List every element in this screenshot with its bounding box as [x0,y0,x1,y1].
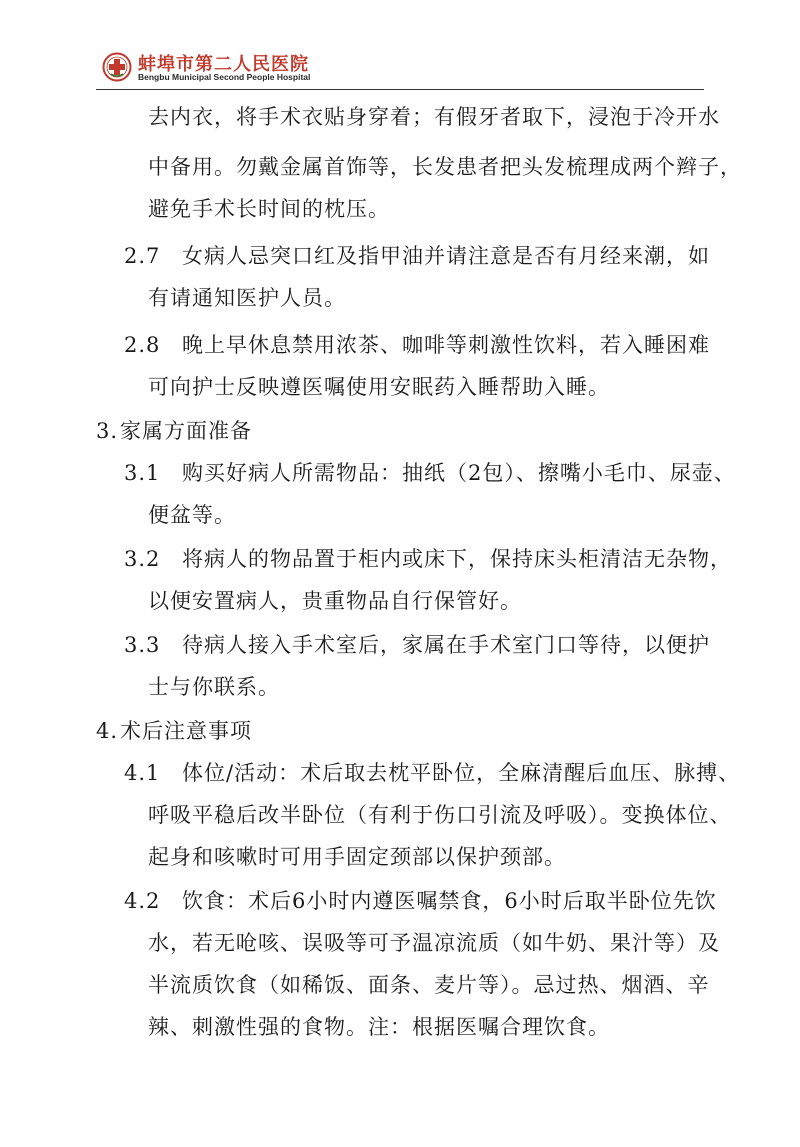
text-line [148,845,566,869]
text-line [148,105,720,129]
text-line [148,286,346,310]
line-text: 可向护士反映遵医嘱使用安眠药入睡帮助入睡。 [148,375,610,399]
text-line [148,973,710,997]
numbered-line [124,889,717,913]
line-text: 有请通知医护人员。 [148,286,346,310]
line-text: 将病人的物品置于柜内或床下，保持床头柜清洁无杂物， [182,547,732,571]
item-number: 3. [96,419,119,443]
item-number: 3.3 [124,633,161,657]
line-text: 饮食：术后6小时内遵医嘱禁食，6小时后取半卧位先饮 [182,889,717,913]
item-number: 2.8 [124,333,161,357]
item-number: 4.2 [124,889,161,913]
line-text: 术后注意事项 [120,719,252,743]
numbered-line [124,761,740,785]
line-text: 待病人接入手术室后，家属在手术室门口等待，以便护 [182,633,710,657]
hospital-name-cn: 蚌埠市第二人民医院 [138,54,309,75]
hospital-cross-logo-icon [102,52,132,82]
numbered-line [124,244,710,268]
hospital-name-en: Bengbu Municipal Second People Hospital [138,72,311,82]
line-text: 以便安置病人，贵重物品自行保管好。 [148,589,522,613]
line-text: 中备用。勿戴金属首饰等，长发患者把头发梳理成两个辫子， [148,155,742,179]
line-text: 购买好病人所需物品：抽纸（2包）、擦嘴小毛巾、尿壶、 [182,461,736,485]
line-text: 起身和咳嗽时可用手固定颈部以保护颈部。 [148,845,566,869]
line-text: 避免手术长时间的枕压。 [148,197,390,221]
header-divider [96,89,704,90]
line-text: 女病人忌突口红及指甲油并请注意是否有月经来潮，如 [182,244,710,268]
item-number: 2.7 [124,244,161,268]
text-line [148,155,742,179]
text-line [148,197,390,221]
line-text: 士与你联系。 [148,675,280,699]
text-line [148,503,236,527]
numbered-line [124,547,732,571]
text-line [148,375,610,399]
line-text: 半流质饮食（如稀饭、面条、麦片等）。忌过热、烟酒、辛 [148,973,710,997]
numbered-line [96,719,252,743]
item-number: 3.1 [124,461,161,485]
line-text: 去内衣，将手术衣贴身穿着；有假牙者取下，浸泡于冷开水 [148,105,720,129]
line-text: 晚上早休息禁用浓茶、咖啡等刺激性饮料，若入睡困难 [182,333,710,357]
line-text: 便盆等。 [148,503,236,527]
line-text: 呼吸平稳后改半卧位（有利于伤口引流及呼吸）。变换体位、 [148,803,732,827]
line-text: 水，若无呛咳、误吸等可予温凉流质（如牛奶、果汁等）及 [148,931,720,955]
text-line [148,1015,610,1039]
item-number: 4. [96,719,119,743]
line-text: 体位/活动：术后取去枕平卧位，全麻清醒后血压、脉搏、 [182,761,741,785]
text-line [148,589,522,613]
line-text: 辣、刺激性强的食物。注：根据医嘱合理饮食。 [148,1015,610,1039]
numbered-line [124,461,736,485]
text-line [148,931,720,955]
text-line [148,675,280,699]
item-number: 3.2 [124,547,161,571]
line-text: 家属方面准备 [120,419,252,443]
text-line [148,803,732,827]
numbered-line [96,419,252,443]
page-header [96,44,704,88]
numbered-line [124,333,710,357]
numbered-line [124,633,710,657]
item-number: 4.1 [124,761,161,785]
